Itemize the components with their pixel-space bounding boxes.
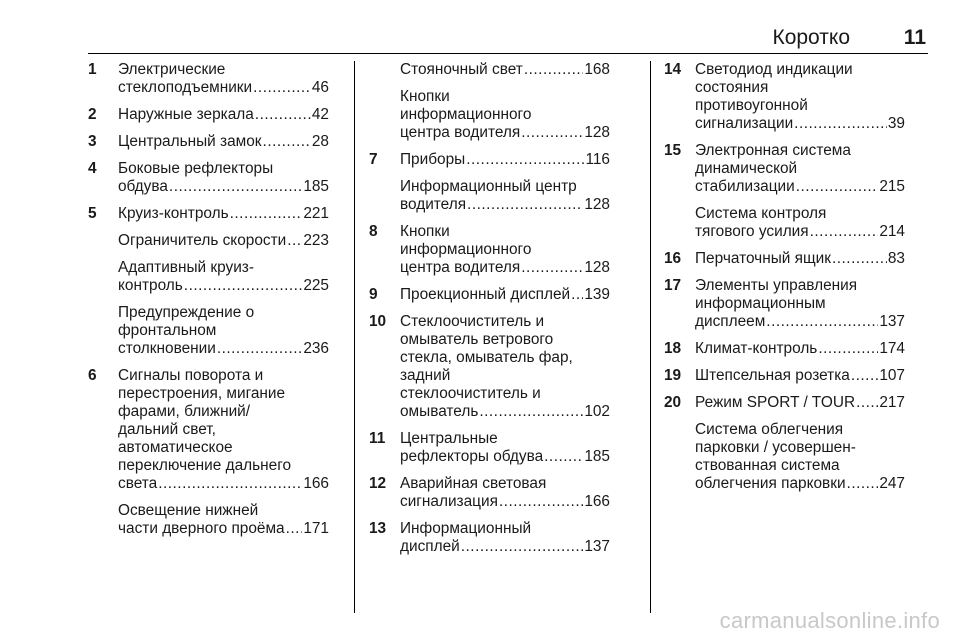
entry-text xyxy=(400,178,610,214)
entry-line: Режим SPORT / TOUR xyxy=(695,394,856,411)
entry-line: света xyxy=(118,475,158,492)
dot-leader xyxy=(217,340,302,358)
entry-line: облегчения парковки xyxy=(695,475,846,492)
dot-leader xyxy=(521,124,583,142)
entry-line: автоматическое xyxy=(118,439,233,456)
entry-line: Система контроля xyxy=(695,205,827,222)
column-divider xyxy=(354,61,355,613)
page-reference: 221 xyxy=(303,205,329,222)
entry-last-line xyxy=(695,340,905,358)
index-entry xyxy=(369,286,610,304)
entry-line: сигнализация xyxy=(400,493,498,510)
index-entry xyxy=(369,151,610,169)
item-number: 20 xyxy=(664,394,682,411)
dot-leader xyxy=(810,223,879,241)
entry-line: динамической xyxy=(695,160,798,177)
page-reference: 217 xyxy=(879,394,905,411)
entry-last-line xyxy=(695,178,905,196)
entry-last-line xyxy=(695,223,905,241)
index-entry xyxy=(664,61,905,133)
page-reference: 185 xyxy=(584,448,610,465)
entry-text xyxy=(695,250,905,268)
entry-last-line xyxy=(118,106,329,124)
entry-text xyxy=(400,88,610,142)
entry-text xyxy=(118,304,329,358)
page-reference: 139 xyxy=(584,286,610,303)
entry-last-line xyxy=(400,448,610,466)
index-column-3 xyxy=(664,61,905,502)
entry-text xyxy=(118,133,329,151)
entry-line: омыватель ветрового xyxy=(400,331,554,348)
entry-line: парковки / усовершен- xyxy=(695,439,856,456)
dot-leader xyxy=(255,106,311,124)
entry-text xyxy=(695,394,905,412)
dot-leader xyxy=(184,277,303,295)
entry-last-line xyxy=(118,79,329,97)
entry-last-line xyxy=(695,250,905,268)
page-reference: 137 xyxy=(879,313,905,330)
index-entry xyxy=(88,259,329,295)
entry-line: фронтальном xyxy=(118,322,217,339)
entry-last-line xyxy=(118,277,329,295)
entry-text xyxy=(695,421,905,493)
entry-text xyxy=(400,430,610,466)
entry-line: Кнопки xyxy=(400,88,450,105)
header-rule xyxy=(88,53,928,54)
entry-last-line xyxy=(400,196,610,214)
entry-line: Предупреждение о xyxy=(118,304,255,321)
entry-line: Ограничитель скорости xyxy=(118,232,287,249)
entry-last-line xyxy=(118,133,329,151)
entry-line: Электронная система xyxy=(695,142,851,159)
entry-line: водителя xyxy=(400,196,467,213)
page-reference: 223 xyxy=(303,232,329,249)
page-reference: 247 xyxy=(879,475,905,492)
entry-text xyxy=(695,367,905,385)
dot-leader xyxy=(158,475,302,493)
index-entry xyxy=(369,88,610,142)
index-entry xyxy=(369,178,610,214)
entry-line: центра водителя xyxy=(400,124,521,141)
entry-text xyxy=(695,277,905,331)
index-column-1 xyxy=(88,61,329,547)
entry-line: фарами, ближний/ xyxy=(118,403,251,420)
dot-leader xyxy=(461,538,584,556)
entry-line: Стеклоочиститель и xyxy=(400,313,545,330)
item-number: 8 xyxy=(369,223,378,240)
dot-leader xyxy=(818,340,878,358)
index-entry xyxy=(664,394,905,412)
entry-text xyxy=(400,520,610,556)
page-reference: 215 xyxy=(879,178,905,195)
entry-line: Светодиод индикации xyxy=(695,61,853,78)
page-reference: 28 xyxy=(311,133,329,150)
entry-line: стабилизации xyxy=(695,178,795,195)
dot-leader xyxy=(479,403,583,421)
item-number: 13 xyxy=(369,520,387,537)
page-header xyxy=(88,26,928,50)
index-entry xyxy=(88,304,329,358)
entry-line: Приборы xyxy=(400,151,466,168)
entry-line: Центральные xyxy=(400,430,498,447)
index-entry xyxy=(664,142,905,196)
dot-leader xyxy=(467,196,583,214)
entry-line: задний xyxy=(400,367,451,384)
index-entry xyxy=(369,313,610,421)
entry-line: стеклоподъемники xyxy=(118,79,253,96)
entry-line: информационного xyxy=(400,106,532,123)
page-number: 11 xyxy=(903,26,926,49)
section-title: Коротко xyxy=(772,26,850,49)
item-number: 11 xyxy=(369,430,386,447)
dot-leader xyxy=(286,520,303,538)
item-number: 6 xyxy=(88,367,97,384)
column-divider xyxy=(650,61,651,613)
index-entry xyxy=(369,475,610,511)
entry-last-line xyxy=(400,61,610,79)
page-reference: 174 xyxy=(879,340,905,357)
entry-line: ствованная система xyxy=(695,457,840,474)
entry-line: части дверного проёма xyxy=(118,520,285,537)
entry-line: Наружные зеркала xyxy=(118,106,254,123)
page-reference: 166 xyxy=(303,475,329,492)
index-entry xyxy=(369,61,610,79)
entry-text xyxy=(400,313,610,421)
index-entry xyxy=(664,367,905,385)
page-reference: 166 xyxy=(584,493,610,510)
entry-line: Круиз-контроль xyxy=(118,205,229,222)
dot-leader xyxy=(794,115,887,133)
entry-text xyxy=(695,340,905,358)
page-reference: 42 xyxy=(311,106,329,123)
entry-last-line xyxy=(695,115,905,133)
entry-line: обдува xyxy=(118,178,168,195)
index-entry xyxy=(369,520,610,556)
entry-last-line xyxy=(118,178,329,196)
entry-line: контроль xyxy=(118,277,183,294)
page-reference: 116 xyxy=(585,151,610,168)
entry-last-line xyxy=(118,520,329,538)
item-number: 10 xyxy=(369,313,387,330)
entry-line: омыватель xyxy=(400,403,479,420)
entry-text xyxy=(695,61,905,133)
entry-line: информационным xyxy=(695,295,826,312)
entry-text xyxy=(695,142,905,196)
entry-line: переключение дальнего xyxy=(118,457,292,474)
entry-last-line xyxy=(118,205,329,223)
entry-line: Проекционный дисплей xyxy=(400,286,571,303)
entry-text xyxy=(400,286,610,304)
entry-text xyxy=(118,160,329,196)
entry-line: состояния xyxy=(695,79,769,96)
page-reference: 128 xyxy=(584,124,610,141)
entry-last-line xyxy=(400,286,610,304)
entry-line: Информационный центр xyxy=(400,178,577,195)
item-number: 1 xyxy=(88,61,97,78)
dot-leader xyxy=(851,367,878,385)
page-reference: 214 xyxy=(879,223,905,240)
entry-line: Элементы управления xyxy=(695,277,858,294)
dot-leader xyxy=(230,205,303,223)
page-reference: 171 xyxy=(303,520,329,537)
index-column-2 xyxy=(369,61,610,565)
entry-line: стеклоочиститель и xyxy=(400,385,541,402)
index-entry xyxy=(88,160,329,196)
dot-leader xyxy=(253,79,311,97)
item-number: 17 xyxy=(664,277,682,294)
entry-line: Система облегчения xyxy=(695,421,844,438)
entry-line: Аварийная световая xyxy=(400,475,547,492)
dot-leader xyxy=(544,448,583,466)
entry-line: дисплеем xyxy=(695,313,766,330)
entry-text xyxy=(400,151,610,169)
dot-leader xyxy=(466,151,584,169)
entry-line: стекла, омыватель фар, xyxy=(400,349,573,366)
page-reference: 128 xyxy=(584,196,610,213)
entry-last-line xyxy=(695,313,905,331)
entry-line: информационного xyxy=(400,241,532,258)
page-reference: 46 xyxy=(311,79,329,96)
entry-text xyxy=(695,205,905,241)
entry-line: сигнализации xyxy=(695,115,794,132)
item-number: 9 xyxy=(369,286,378,303)
index-entry xyxy=(664,205,905,241)
entry-line: Перчаточный ящик xyxy=(695,250,831,267)
entry-text xyxy=(400,61,610,79)
index-entry xyxy=(88,205,329,223)
index-entry xyxy=(664,277,905,331)
page-reference: 137 xyxy=(584,538,610,555)
page-reference: 128 xyxy=(584,259,610,276)
index-entry xyxy=(88,106,329,124)
item-number: 7 xyxy=(369,151,378,168)
index-entry xyxy=(664,250,905,268)
entry-line: центра водителя xyxy=(400,259,521,276)
entry-line: противоугонной xyxy=(695,97,808,114)
page-reference: 102 xyxy=(584,403,610,420)
entry-last-line xyxy=(695,475,905,493)
page-reference: 225 xyxy=(303,277,329,294)
entry-last-line xyxy=(400,493,610,511)
entry-line: Адаптивный круиз- xyxy=(118,259,254,276)
entry-line: Центральный замок xyxy=(118,133,262,150)
page-reference: 168 xyxy=(584,61,610,78)
entry-line: столкновении xyxy=(118,340,216,357)
entry-line: Кнопки xyxy=(400,223,450,240)
item-number: 5 xyxy=(88,205,97,222)
index-entry xyxy=(369,430,610,466)
item-number: 3 xyxy=(88,133,97,150)
item-number: 15 xyxy=(664,142,682,159)
dot-leader xyxy=(287,232,302,250)
watermark: carmanualsonline.info xyxy=(719,608,940,633)
entry-line: Сигналы поворота и xyxy=(118,367,264,384)
dot-leader xyxy=(499,493,583,511)
entry-last-line xyxy=(400,403,610,421)
dot-leader xyxy=(169,178,302,196)
dot-leader xyxy=(796,178,879,196)
entry-text xyxy=(118,61,329,97)
page-reference: 185 xyxy=(303,178,329,195)
entry-last-line xyxy=(400,124,610,142)
dot-leader xyxy=(571,286,583,304)
entry-line: дисплей xyxy=(400,538,460,555)
entry-line: Информационный xyxy=(400,520,532,537)
entry-text xyxy=(118,232,329,250)
dot-leader xyxy=(832,250,887,268)
index-entry xyxy=(88,61,329,97)
entry-line: перестроения, мигание xyxy=(118,385,286,402)
item-number: 19 xyxy=(664,367,682,384)
entry-text xyxy=(400,223,610,277)
dot-leader xyxy=(521,259,583,277)
index-entry xyxy=(664,421,905,493)
index-entry xyxy=(664,340,905,358)
entry-line: Боковые рефлекторы xyxy=(118,160,274,177)
index-entry xyxy=(88,232,329,250)
entry-line: Стояночный свет xyxy=(400,61,523,78)
entry-last-line xyxy=(118,475,329,493)
dot-leader xyxy=(856,394,878,412)
entry-last-line xyxy=(695,394,905,412)
index-entry xyxy=(88,502,329,538)
entry-text xyxy=(400,475,610,511)
entry-line: рефлекторы обдува xyxy=(400,448,544,465)
entry-last-line xyxy=(400,151,610,169)
page-reference: 83 xyxy=(887,250,905,267)
index-entry xyxy=(88,133,329,151)
dot-leader xyxy=(263,133,311,151)
entry-last-line xyxy=(695,367,905,385)
entry-last-line xyxy=(400,538,610,556)
dot-leader xyxy=(524,61,583,79)
item-number: 16 xyxy=(664,250,682,267)
item-number: 14 xyxy=(664,61,682,78)
page-reference: 236 xyxy=(303,340,329,357)
dot-leader xyxy=(847,475,879,493)
index-entry xyxy=(369,223,610,277)
entry-last-line xyxy=(400,259,610,277)
entry-line: Электрические xyxy=(118,61,226,78)
entry-text xyxy=(118,106,329,124)
entry-last-line xyxy=(118,340,329,358)
entry-text xyxy=(118,502,329,538)
entry-text xyxy=(118,367,329,493)
item-number: 12 xyxy=(369,475,387,492)
entry-last-line xyxy=(118,232,329,250)
entry-text xyxy=(118,259,329,295)
entry-text xyxy=(118,205,329,223)
dot-leader xyxy=(766,313,878,331)
entry-line: Климат-контроль xyxy=(695,340,818,357)
item-number: 2 xyxy=(88,106,97,123)
page-reference: 107 xyxy=(879,367,905,384)
item-number: 18 xyxy=(664,340,682,357)
page-reference: 39 xyxy=(887,115,905,132)
index-entry xyxy=(88,367,329,493)
entry-line: тягового усилия xyxy=(695,223,809,240)
item-number: 4 xyxy=(88,160,97,177)
entry-line: дальний свет, xyxy=(118,421,216,438)
entry-line: Освещение нижней xyxy=(118,502,259,519)
entry-line: Штепсельная розетка xyxy=(695,367,850,384)
